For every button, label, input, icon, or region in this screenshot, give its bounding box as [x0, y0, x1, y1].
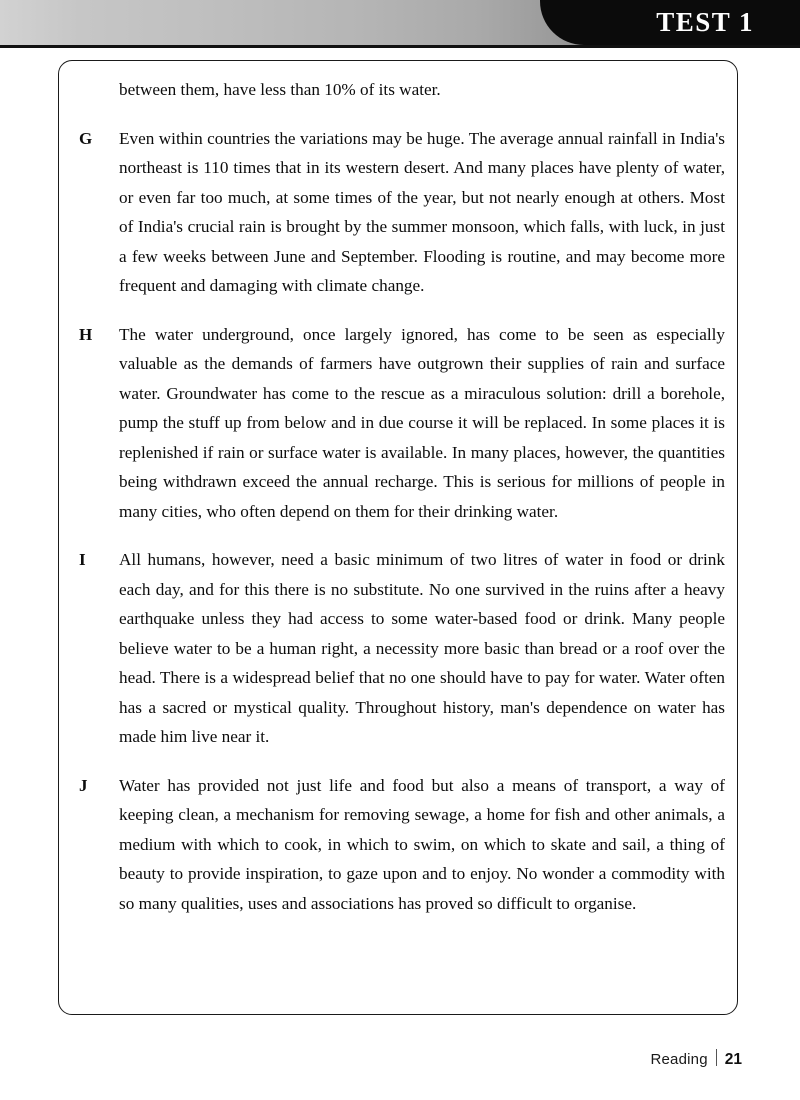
header-underline-rule	[0, 45, 800, 48]
page-footer	[650, 1047, 742, 1069]
paragraph-text-h: The water underground, once largely ignored, has come to be seen as especially valuable as the demands of farmers have outgrown their supplies of rain and surface water. Groundwater has come to the rescue as a miraculous solution: drill a borehole, pump the stuff up from below and in due course it will be replaced. In some places it is replenished if rain or surface water is available. In many places, however, the quantities being withdrawn exceed the annual recharge. This is serious for millions of people in many cities, who often depend on them for their drinking water.	[119, 324, 725, 521]
footer-page-number: 21	[724, 1051, 742, 1068]
footer-section-label: Reading	[650, 1051, 708, 1068]
paragraph-text: between them, have less than 10% of its water.	[119, 80, 441, 99]
paragraph-text-j: Water has provided not just life and food but also a means of transport, a way of keeping clean, a mechanism for removing sewage, a home for fish and other animals, a medium with which to cook, in which to swim, on which to skate and sail, a thing of beauty to provide inspiration, to gaze upon and to enjoy. No wonder a commodity with so many qualities, uses and associations has proved so difficult to organise.	[119, 775, 725, 913]
paragraph-g	[79, 124, 725, 301]
test-banner	[540, 0, 800, 45]
paragraph-marker-h: H	[79, 324, 93, 344]
paragraph-marker-i: I	[79, 550, 86, 569]
paragraph-i	[79, 545, 725, 752]
paragraph-text-i: All humans, however, need a basic minimum of two litres of water in food or drink each day, and for this there is no substitute. No one survived in the ruins after a heavy earthquake unless they had access to some water-based food or drink. Many people believe water to be a human right, a necessity more basic than bread or a roof over the head. There is a widespread belief that no one should have to pay for water. Water often has a sacred or mystical quality. Throughout history, man's dependence on water has made him live near it.	[119, 550, 725, 746]
reading-passage	[79, 75, 725, 937]
paragraph-text-g: Even within countries the variations may be huge. The average annual rainfall in India's northeast is 110 times that in its western desert. And many places have plenty of water, or even far too much, at some times of the year, but not nearly enough at others. Most of India's crucial rain is brought by the summer monsoon, which falls, with luck, in just a few weeks between June and September. Flooding is routine, and may become more frequent and damaging with climate change.	[119, 128, 725, 295]
test-banner-label: TEST 1	[656, 7, 754, 37]
paragraph-j	[79, 771, 725, 919]
paragraph-marker-j: J	[79, 775, 88, 795]
passage-content-box	[58, 60, 738, 1015]
footer-divider	[716, 1049, 717, 1066]
paragraph-continuation	[79, 75, 725, 105]
paragraph-marker-g: G	[79, 128, 93, 148]
page-header	[0, 0, 800, 48]
paragraph-h	[79, 320, 725, 527]
